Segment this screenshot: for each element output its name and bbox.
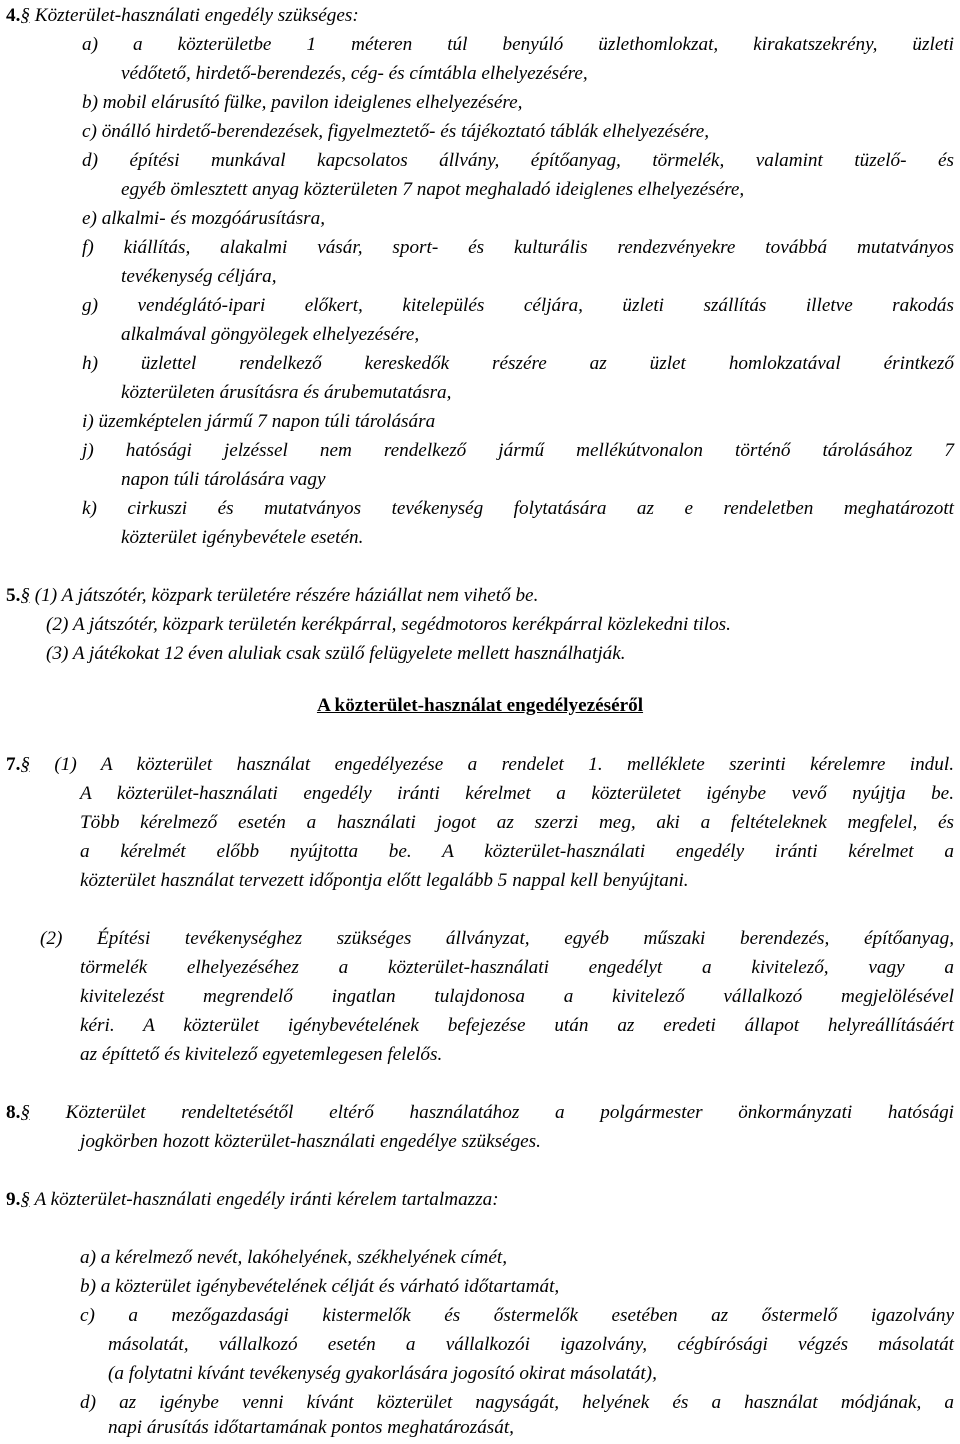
section-symbol: § bbox=[20, 754, 30, 775]
list-item-line: d) az igénybe venni kívánt közterület nagyságát, helyének és a használat módjának, a bbox=[80, 1392, 954, 1413]
list-item-line: e) alkalmi- és mozgóárusításra, bbox=[82, 208, 326, 229]
section-7-p2-line: az építtető és kivitelező egyetemlegesen felelős. bbox=[80, 1044, 443, 1065]
section-5-p3: (3) A játékokat 12 éven aluliak csak szülő felügyelete mellett használhatják. bbox=[46, 643, 626, 664]
section-symbol: § bbox=[20, 585, 30, 606]
section-7-p1-line: közterület használat tervezett időpontja előtt legalább 5 nappal kell benyújtani. bbox=[80, 870, 689, 891]
section-number: 5. bbox=[6, 585, 21, 606]
section-7-p1-line: Több kérelmező esetén a használati jogot az szerzi meg, aki a feltételeknek megfelel, és bbox=[80, 812, 954, 833]
list-item-line: védőtető, hirdető-berendezés, cég- és címtábla elhelyezésére, bbox=[121, 63, 588, 84]
list-item-line: a) a kérelmező nevét, lakóhelyének, székhelyének címét, bbox=[80, 1247, 508, 1268]
list-item-line: napi árusítás időtartamának pontos meghatározását, bbox=[108, 1417, 514, 1438]
chapter-heading: A közterület-használat engedélyezéséről bbox=[316, 695, 644, 716]
section-number: 4. bbox=[6, 5, 21, 26]
list-item-line: i) üzemképtelen jármű 7 napon túli tárolására bbox=[82, 411, 436, 432]
list-item-line: g) vendéglátó-ipari előkert, kitelepülés céljára, üzleti szállítás illetve rakodás bbox=[82, 295, 954, 316]
list-item-line: alkalmával göngyölegek elhelyezésére, bbox=[121, 324, 420, 345]
section-5-p2: (2) A játszótér, közpark területén kerékpárral, segédmotoros kerékpárral közlekedni tilos. bbox=[46, 614, 731, 635]
section-title: Közterület-használati engedély szükséges: bbox=[34, 5, 359, 26]
paragraph-text: (1) A közterület használat engedélyezése a rendelet 1. melléklete szerinti kérelemre indul. bbox=[54, 754, 954, 775]
section-number: 8. bbox=[6, 1102, 21, 1123]
section-4-heading bbox=[6, 2, 359, 31]
section-title: A közterület-használati engedély iránti kérelem tartalmazza: bbox=[34, 1189, 499, 1210]
section-7-p1-line: a kérelmét előbb nyújtotta be. A közterület-használati engedély iránti kérelmet a bbox=[80, 841, 954, 862]
section-7-p2-line: (2) Építési tevékenységhez szükséges állványzat, egyéb műszaki berendezés, építőanyag, bbox=[40, 928, 954, 949]
section-symbol: § bbox=[20, 5, 30, 26]
list-item-line: b) a közterület igénybevételének célját és várható időtartamát, bbox=[80, 1276, 560, 1297]
list-item-line: a) a közterületbe 1 méteren túl benyúló üzlethomlokzat, kirakatszekrény, üzleti bbox=[82, 34, 954, 55]
section-7-p2-line: kivitelezést megrendelő ingatlan tulajdonosa a kivitelező vállalkozó megjelölésével bbox=[80, 986, 954, 1007]
section-8-line bbox=[6, 1099, 954, 1128]
section-7-p2-line: kéri. A közterület igénybevételének befejezése után az eredeti állapot helyreállításáért bbox=[80, 1015, 954, 1036]
section-7-p2-line: törmelék elhelyezéséhez a közterület-használati engedélyt a kivitelező, vagy a bbox=[80, 957, 954, 978]
paragraph-text: (1) A játszótér, közpark területére részére háziállat nem vihető be. bbox=[34, 585, 539, 606]
list-item-line: közterületen árusításra és árubemutatásra, bbox=[121, 382, 452, 403]
paragraph-text: Közterület rendeltetésétől eltérő használatához a polgármester önkormányzati hatósági bbox=[65, 1102, 954, 1123]
list-item-line: k) cirkuszi és mutatványos tevékenység folytatására az e rendeletben meghatározott bbox=[82, 498, 954, 519]
list-item-line: közterület igénybevétele esetén. bbox=[121, 527, 364, 548]
list-item-line: napon túli tárolására vagy bbox=[121, 469, 326, 490]
list-item-line: másolatát, vállalkozó esetén a vállalkozói igazolvány, cégbírósági végzés másolatát bbox=[108, 1334, 954, 1355]
section-5-p1 bbox=[6, 582, 538, 611]
section-number: 9. bbox=[6, 1189, 21, 1210]
list-item-line: (a folytatni kívánt tevékenység gyakorlására jogosító okirat másolatát), bbox=[108, 1363, 657, 1384]
list-item-line: c) a mezőgazdasági kistermelők és őstermelők esetében az őstermelő igazolvány bbox=[80, 1305, 954, 1326]
list-item-line: b) mobil elárusító fülke, pavilon ideiglenes elhelyezésére, bbox=[82, 92, 523, 113]
list-item-line: d) építési munkával kapcsolatos állvány, építőanyag, törmelék, valamint tüzelő- és bbox=[82, 150, 954, 171]
section-8-line: jogkörben hozott közterület-használati engedélye szükséges. bbox=[80, 1131, 541, 1152]
section-9-heading bbox=[6, 1186, 499, 1215]
section-7-p1-line bbox=[6, 751, 954, 780]
list-item-line: h) üzlettel rendelkező kereskedők részére az üzlet homlokzatával érintkező bbox=[82, 353, 954, 374]
section-symbol: § bbox=[20, 1102, 30, 1123]
list-item-line: j) hatósági jelzéssel nem rendelkező jármű mellékútvonalon történő tárolásához 7 bbox=[82, 440, 954, 461]
list-item-line: f) kiállítás, alakalmi vásár, sport- és kulturális rendezvényekre továbbá mutatványos bbox=[82, 237, 954, 258]
list-item-line: egyéb ömlesztett anyag közterületen 7 napot meghaladó ideiglenes elhelyezésére, bbox=[121, 179, 745, 200]
section-symbol: § bbox=[20, 1189, 30, 1210]
section-7-p1-line: A közterület-használati engedély iránti kérelmet a közterületet igénybe vevő nyújtja be. bbox=[80, 783, 954, 804]
list-item-line: tevékenység céljára, bbox=[121, 266, 277, 287]
section-number: 7. bbox=[6, 754, 21, 775]
list-item-line: c) önálló hirdető-berendezések, figyelmeztető- és tájékoztató táblák elhelyezésére, bbox=[82, 121, 710, 142]
